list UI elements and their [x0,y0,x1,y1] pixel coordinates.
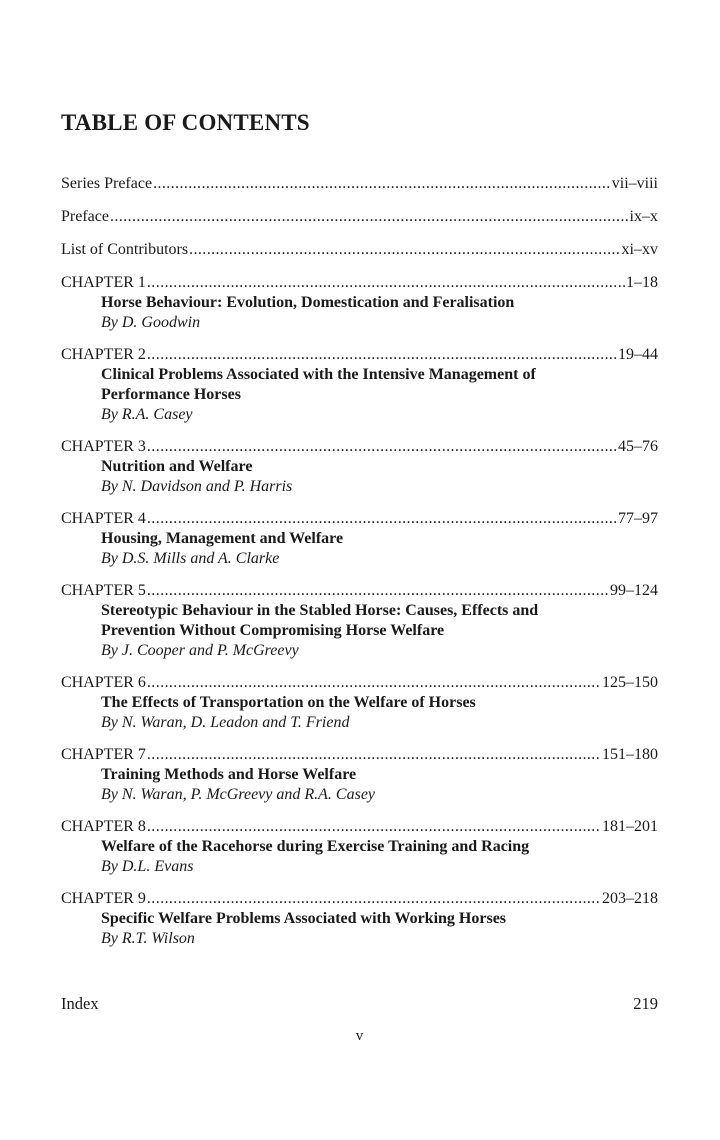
toc-entry-contributors[interactable] [61,240,658,260]
chapter-pages: 203–218 [602,890,658,907]
toc-line [61,817,658,837]
toc-entry-chapter-2[interactable] [61,345,658,425]
entry-label: Series Preface [61,175,153,192]
chapter-title: Horse Behaviour: Evolution, Domestication and Feralisation [101,294,515,311]
dot-leader [147,745,601,765]
toc-list [61,174,658,961]
chapter-author: By D.L. Evans [101,858,194,875]
page-number: v [355,1028,364,1044]
chapter-pages: 99–124 [610,582,658,599]
toc-line [61,174,658,194]
dot-leader [147,673,601,693]
dot-leader [147,581,609,601]
entry-pages: vii–viii [611,175,658,192]
toc-line [61,437,658,457]
chapter-title: Housing, Management and Welfare [101,530,344,547]
chapter-label: CHAPTER 6 [61,674,146,691]
chapter-pages: 1–18 [626,274,658,291]
chapter-label: CHAPTER 9 [61,890,146,907]
chapter-author: By D.S. Mills and A. Clarke [101,550,280,567]
toc-line [61,745,658,765]
chapter-author: By J. Cooper and P. McGreevy [101,642,299,659]
dot-leader [153,174,611,194]
dot-leader [147,273,625,293]
entry-label: List of Contributors [61,241,189,258]
toc-line [61,509,658,529]
dot-leader [147,889,601,909]
chapter-title: Specific Welfare Problems Associated with Working Horses [101,910,507,927]
chapter-author: By D. Goodwin [101,314,201,331]
toc-entry-index[interactable] [61,994,658,1014]
chapter-title: The Effects of Transportation on the Welfare of Horses [101,694,476,711]
toc-entry-chapter-6[interactable] [61,673,658,733]
toc-line [61,345,658,365]
chapter-label: CHAPTER 7 [61,746,146,763]
toc-entry-chapter-4[interactable] [61,509,658,569]
chapter-pages: 181–201 [602,818,658,835]
dot-leader [147,345,617,365]
chapter-label: CHAPTER 5 [61,582,146,599]
chapter-label: CHAPTER 8 [61,818,146,835]
toc-line [61,273,658,293]
toc-entry-chapter-9[interactable] [61,889,658,949]
toc-entry-chapter-8[interactable] [61,817,658,877]
chapter-pages: 45–76 [618,438,658,455]
toc-line [61,240,658,260]
chapter-author: By N. Waran, P. McGreevy and R.A. Casey [101,786,376,803]
toc-entry-series-preface[interactable] [61,174,658,194]
toc-line [61,889,658,909]
chapter-pages: 125–150 [602,674,658,691]
toc-entry-chapter-3[interactable] [61,437,658,497]
chapter-label: CHAPTER 3 [61,438,146,455]
dot-leader [147,437,617,457]
toc-line [61,673,658,693]
chapter-author: By R.T. Wilson [101,930,195,947]
chapter-pages: 19–44 [618,346,658,363]
entry-pages: ix–x [629,208,658,225]
dot-leader [147,509,617,529]
chapter-title: Training Methods and Horse Welfare [101,766,357,783]
page-title: TABLE OF CONTENTS [61,110,310,135]
chapter-title: Welfare of the Racehorse during Exercise Training and Racing [101,838,530,855]
dot-leader [110,207,629,227]
chapter-pages: 151–180 [602,746,658,763]
dot-leader [147,817,601,837]
chapter-title: Clinical Problems Associated with the Intensive Management of Performance Horses [101,366,536,403]
chapter-title: Stereotypic Behaviour in the Stabled Horse: Causes, Effects and Prevention Without Compromising Horse Welfare [101,602,539,639]
chapter-title: Nutrition and Welfare [101,458,253,475]
toc-entry-chapter-5[interactable] [61,581,658,661]
entry-label: Preface [61,208,109,225]
chapter-author: By N. Davidson and P. Harris [101,478,293,495]
index-page: 219 [633,994,658,1013]
toc-line [61,581,658,601]
entry-pages: xi–xv [621,241,658,258]
chapter-pages: 77–97 [618,510,658,527]
chapter-author: By N. Waran, D. Leadon and T. Friend [101,714,350,731]
index-label: Index [61,994,99,1013]
chapter-label: CHAPTER 2 [61,346,146,363]
toc-entry-chapter-1[interactable] [61,273,658,333]
toc-line [61,207,658,227]
chapter-author: By R.A. Casey [101,406,193,423]
chapter-label: CHAPTER 4 [61,510,146,527]
dot-leader [189,240,620,260]
toc-entry-chapter-7[interactable] [61,745,658,805]
toc-entry-preface[interactable] [61,207,658,227]
toc-page [61,0,658,1140]
chapter-label: CHAPTER 1 [61,274,146,291]
